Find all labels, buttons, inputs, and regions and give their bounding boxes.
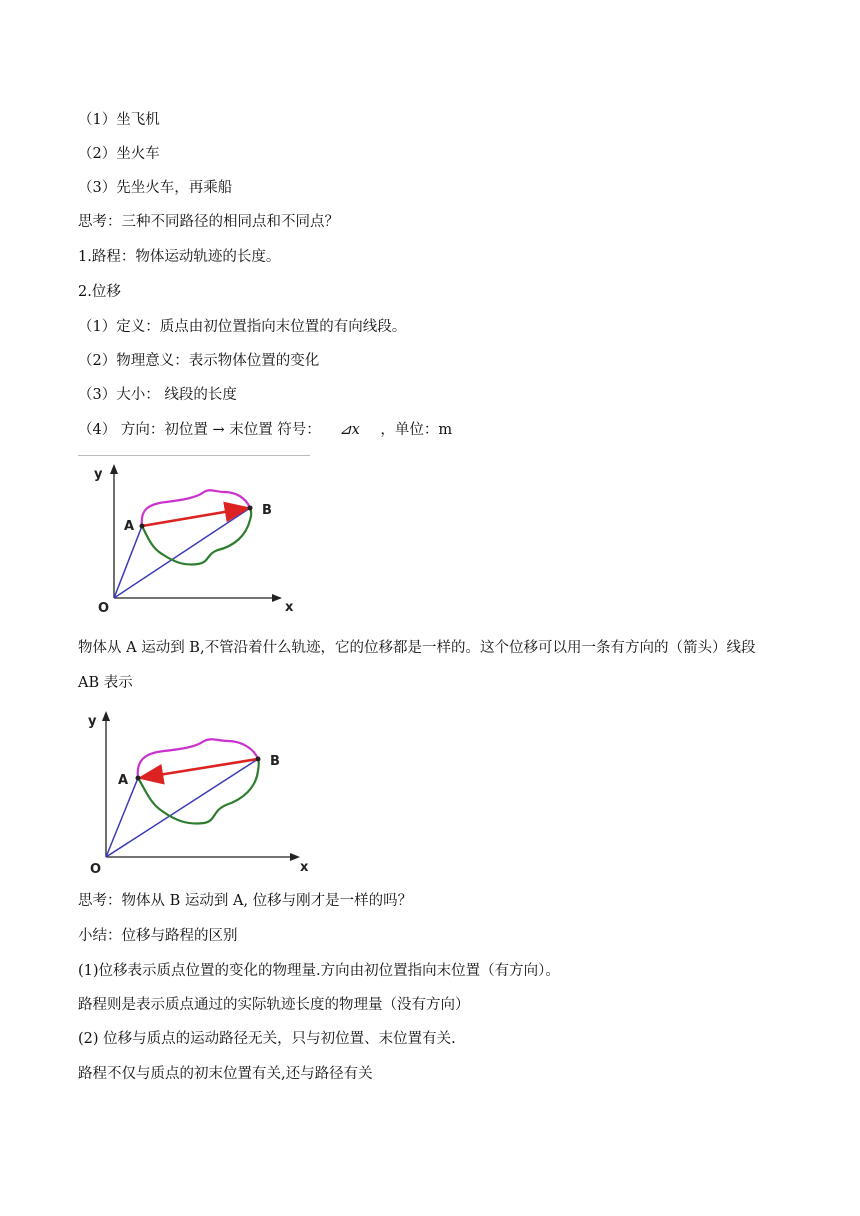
x-axis-label: x: [285, 600, 294, 615]
displacement-figure-b-to-a: [86, 705, 316, 880]
x-axis-arrow: [290, 853, 300, 861]
delta-x-symbol: ⊿x: [339, 422, 360, 438]
text-line: （3）大小： 线段的长度: [78, 387, 237, 403]
text-line: 思考：物体从 B 运动到 A, 位移与刚才是一样的吗？: [78, 893, 413, 909]
y-axis-label: y: [94, 467, 103, 482]
divider: [78, 455, 310, 456]
point-b-label: B: [270, 754, 280, 769]
position-vector-b: [106, 759, 258, 857]
displacement-arrow: [140, 759, 258, 778]
text-line: （2）物理意义：表示物体位置的变化: [78, 353, 320, 369]
origin-label: O: [90, 862, 102, 877]
text-segment: ，单位：m: [380, 422, 453, 438]
text-line: (1)位移表示质点位置的变化的物理量.方向由初位置指向末位置（有方向）。: [78, 963, 560, 979]
text-line: 2.位移: [78, 284, 121, 300]
text-line: [78, 420, 452, 440]
upper-path: [142, 490, 250, 526]
text-line: 1.路程：物体运动轨迹的长度。: [78, 249, 281, 265]
point-a: [136, 776, 141, 781]
text-line: 路程则是表示质点通过的实际轨迹长度的物理量（没有方向）: [78, 997, 470, 1013]
x-axis-arrow: [272, 594, 282, 602]
y-axis-label: y: [88, 714, 97, 729]
point-b-label: B: [262, 503, 272, 518]
x-axis-label: x: [300, 860, 309, 875]
point-a-label: A: [118, 773, 129, 788]
paragraph-line: 物体从 A 运动到 B,不管沿着什么轨迹，它的位移都是一样的。这个位移可以用一条有方向的（箭头）线段: [78, 640, 756, 656]
text-line: 思考：三种不同路径的相同点和不同点？: [78, 214, 339, 230]
text-line: 小结：位移与路程的区别: [78, 928, 238, 944]
text-line: （2）坐火车: [78, 146, 160, 162]
upper-path: [138, 739, 258, 778]
text-line: （1）定义：质点由初位置指向末位置的有向线段。: [78, 319, 407, 335]
text-segment: （4） 方向：初位置 → 末位置 符号：: [78, 422, 321, 438]
origin-label: O: [98, 601, 110, 616]
y-axis-arrow: [110, 464, 118, 474]
text-line: (2) 位移与质点的运动路径无关，只与初位置、末位置有关.: [78, 1031, 456, 1047]
position-vector-b: [114, 508, 250, 598]
paragraph-line: AB 表示: [78, 675, 133, 691]
text-line: 路程不仅与质点的初末位置有关,还与路径有关: [78, 1066, 373, 1082]
text-line: （1）坐飞机: [78, 112, 160, 128]
point-b: [256, 757, 261, 762]
position-vector-a: [114, 526, 142, 598]
y-axis-arrow: [102, 711, 110, 721]
point-b: [248, 506, 253, 511]
point-a-label: A: [124, 519, 135, 534]
position-vector-a: [106, 778, 138, 857]
displacement-figure-a-to-b: [86, 460, 306, 620]
point-a: [140, 524, 145, 529]
displacement-arrow: [142, 508, 248, 526]
text-line: （3）先坐火车，再乘船: [78, 180, 233, 196]
